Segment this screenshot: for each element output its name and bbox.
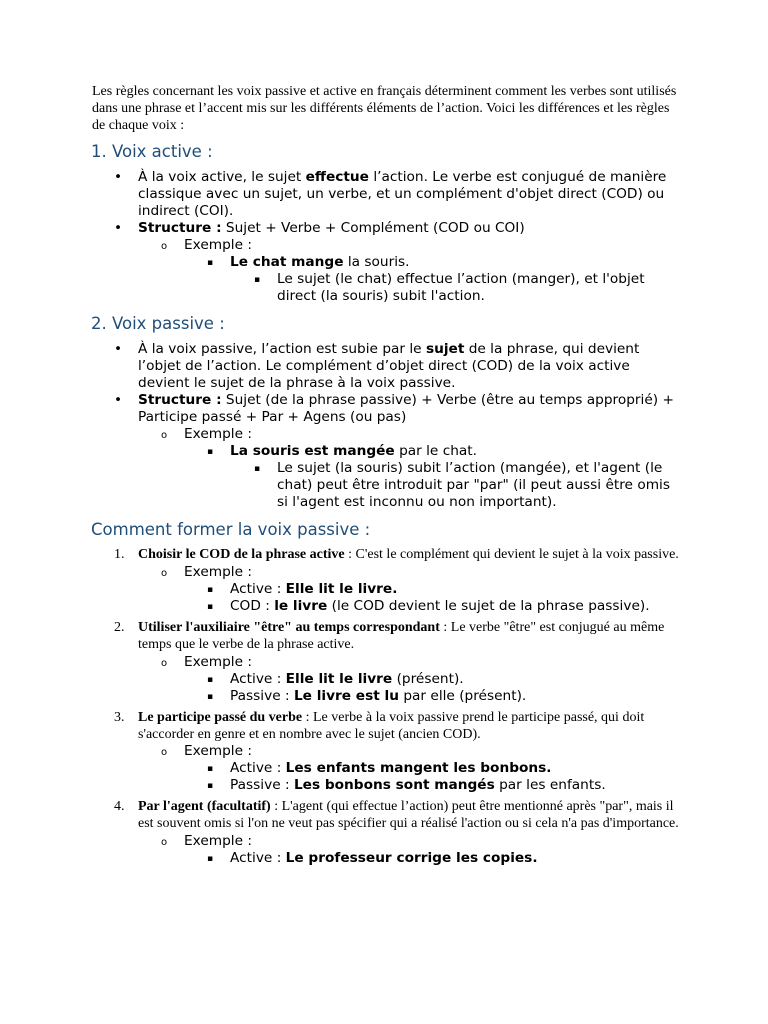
step-number: 1. xyxy=(114,547,125,563)
circle-marker: o xyxy=(161,241,168,253)
section-voix-active xyxy=(92,169,682,305)
square-marker: ▪ xyxy=(254,275,261,286)
example-label: o Exemple : xyxy=(161,426,252,443)
section-heading-voix-active: 1. Voix active : xyxy=(91,142,213,162)
square-marker: ▪ xyxy=(207,674,214,685)
square-marker: ▪ xyxy=(207,258,214,269)
bullet-marker: • xyxy=(114,392,123,409)
square-marker: ▪ xyxy=(207,602,214,613)
example-item: ▪ Active : Elle lit le livre. xyxy=(207,581,398,598)
step-item: 2. Utiliser l'auxiliaire "être" au temps correspondant : Le verbe "être" est conjugué au même temps que le verbe de la phrase active. xyxy=(114,620,665,652)
square-marker: ▪ xyxy=(207,781,214,792)
step-number: 3. xyxy=(114,709,125,725)
step-number: 2. xyxy=(114,620,125,636)
circle-marker: o xyxy=(161,430,168,442)
square-marker: ▪ xyxy=(207,764,214,775)
example-item: ▪ Passive : Les bonbons sont mangés par les enfants. xyxy=(207,777,606,794)
square-marker: ▪ xyxy=(207,853,214,864)
circle-marker: o xyxy=(161,568,168,580)
square-marker: ▪ xyxy=(207,585,214,596)
example-item: ▪ COD : le livre (le COD devient le sujet de la phrase passive). xyxy=(207,598,650,615)
circle-marker: o xyxy=(161,747,168,759)
example-label: o Exemple : xyxy=(161,237,252,254)
section-heading-comment-former: Comment former la voix passive : xyxy=(91,520,371,540)
example-item: ▪ Active : Elle lit le livre (présent). xyxy=(207,670,464,687)
step-number: 4. xyxy=(114,799,125,815)
example-detail: ▪ Le sujet (le chat) effectue l’action (manger), et l'objet direct (la souris) subit l'action. xyxy=(254,271,645,305)
step-item: 4. Par l'agent (facultatif) : L'agent (qui effectue l’action) peut être mentionné après "par", mais il est souvent omis si l'on ne veut pas spécifier qui a réalisé l'action ou si cela n'a pas d'importance. xyxy=(114,799,679,832)
example-item: ▪ Active : Les enfants mangent les bonbons. xyxy=(207,760,552,777)
example-label: o Exemple : xyxy=(161,743,252,760)
example-label: o Exemple : xyxy=(161,832,252,849)
step-item: 3. Le participe passé du verbe : Le verbe à la voix passive prend le participe passé, qui doit s'accorder en genre et en nombre avec le sujet (ancien COD). xyxy=(114,709,645,742)
square-marker: ▪ xyxy=(207,447,214,458)
square-marker: ▪ xyxy=(254,464,261,475)
square-marker: ▪ xyxy=(207,691,214,702)
section-voix-passive xyxy=(92,341,682,511)
example-item: ▪ Active : Le professeur corrige les copies. xyxy=(207,849,538,866)
bullet-item: • À la voix active, le sujet effectue l’action. Le verbe est conjugué de manière classique avec un sujet, un verbe, et un complément d'objet direct (COD) ou indirect (COI). xyxy=(114,169,667,220)
circle-marker: o xyxy=(161,657,168,669)
bullet-marker: • xyxy=(114,220,123,237)
example-label: o Exemple : xyxy=(161,653,252,670)
bullet-item: • Structure : Sujet + Verbe + Complément (COD ou COI) xyxy=(114,220,525,237)
example-sentence: ▪ La souris est mangée par le chat. xyxy=(207,443,478,460)
section-heading-voix-passive: 2. Voix passive : xyxy=(91,314,225,334)
document-page xyxy=(92,84,682,867)
example-label: o Exemple : xyxy=(161,564,252,581)
example-item: ▪ Passive : Le livre est lu par elle (présent). xyxy=(207,687,527,704)
bullet-item: • Structure : Sujet (de la phrase passive) + Verbe (être au temps approprié) + Participe passé + Par + Agens (ou pas) xyxy=(114,392,674,426)
example-detail: ▪ Le sujet (la souris) subit l’action (mangée), et l'agent (le chat) peut être introduit par "par" (il peut aussi être omis si l'agent est inconnu ou non important). xyxy=(254,460,670,511)
example-sentence: ▪ Le chat mange la souris. xyxy=(207,254,410,271)
circle-marker: o xyxy=(161,836,168,848)
steps-list xyxy=(92,547,682,867)
bullet-marker: • xyxy=(114,169,123,186)
step-item: 1. Choisir le COD de la phrase active : C'est le complément qui devient le sujet à la voix passive. xyxy=(114,547,679,563)
bullet-item: • À la voix passive, l’action est subie par le sujet de la phrase, qui devient l’objet de l’action. Le complément d’objet direct (COD) de la voix active devient le sujet de la phrase à la voix passive. xyxy=(114,341,640,392)
bullet-marker: • xyxy=(114,341,123,358)
intro-paragraph: Les règles concernant les voix passive et active en français déterminent comment les verbes sont utilisés dans une phrase et l’accent mis sur les différents éléments de l’action. Voici les différences et les règles de chaque voix : xyxy=(92,84,677,133)
